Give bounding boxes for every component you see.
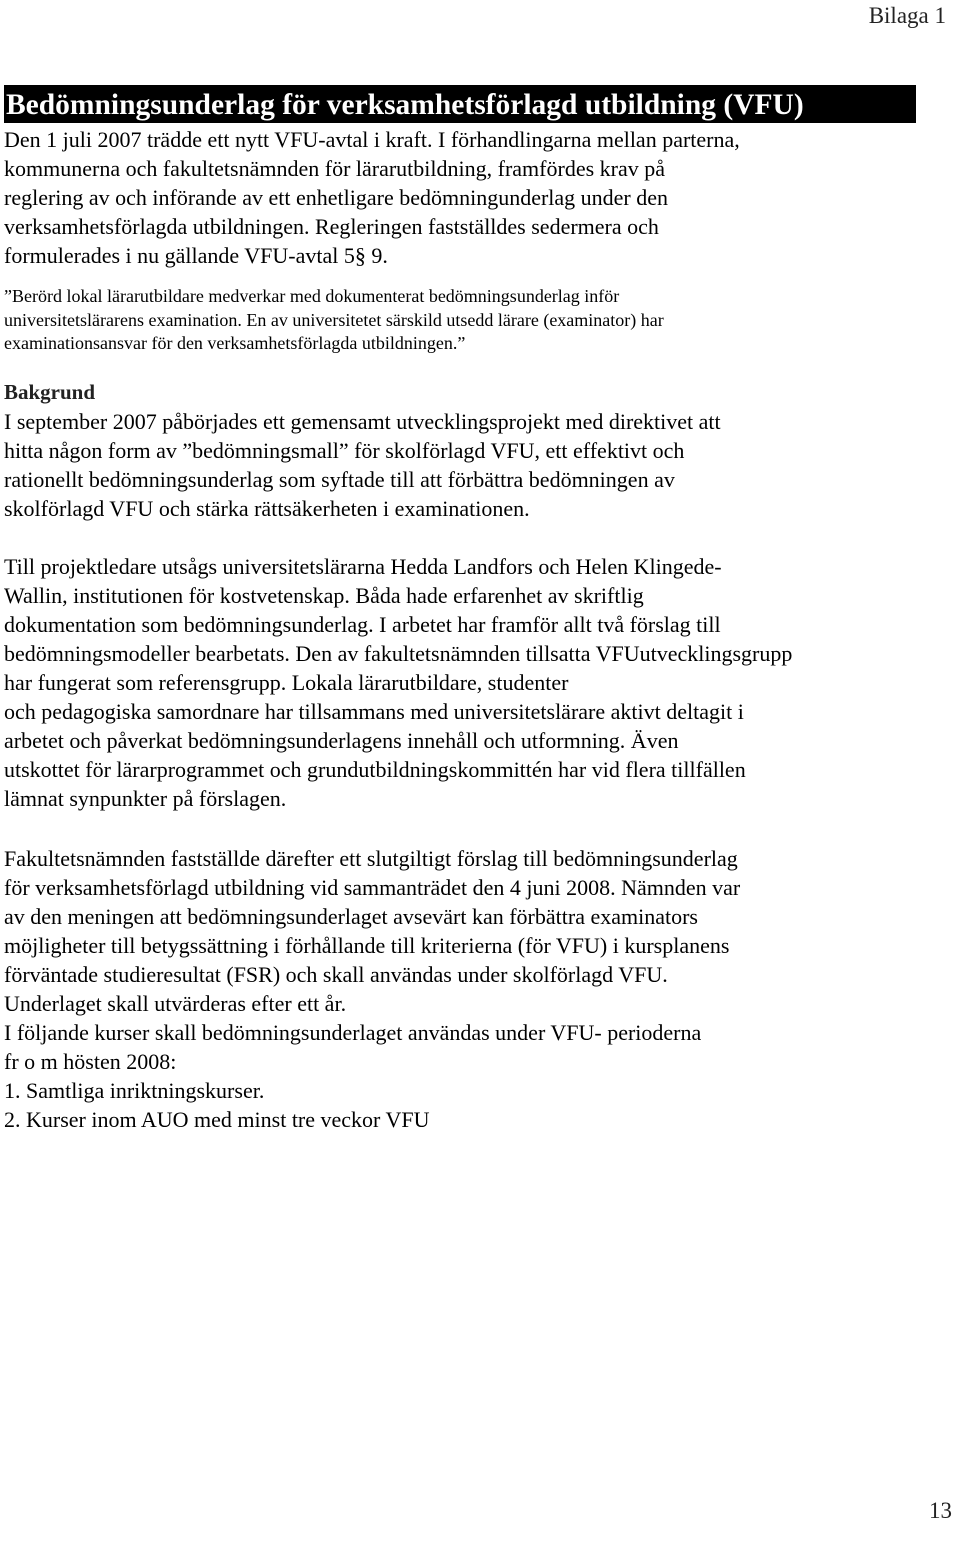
text-line: möjligheter till betygssättning i förhållande till kriterierna (för VFU) i kursplanens [4,932,730,958]
text-line: dokumentation som bedömningsunderlag. I arbetet har framför allt två förslag till [4,611,721,637]
list-item: 1. Samtliga inriktningskurser. [4,1077,265,1103]
text-line: utskottet för lärarprogrammet och grundutbildningskommittén har vid flera tillfällen [4,756,746,782]
text-line: rationellt bedömningsunderlag som syftade till att förbättra bedömningen av [4,466,675,492]
text-line: har fungerat som referensgrupp. Lokala lärarutbildare, studenter [4,669,569,695]
text-line: fr o m hösten 2008: [4,1048,177,1074]
text-line: Den 1 juli 2007 trädde ett nytt VFU-avtal i kraft. I förhandlingarna mellan parterna, [4,127,740,152]
text-line: kommunerna och fakultetsnämnden för lärarutbildning, framfördes krav på [4,156,665,181]
text-line: Fakultetsnämnden fastställde därefter ett slutgiltigt förslag till bedömningsunderlag [4,845,738,871]
agreement-quote [4,285,934,356]
text-line: lämnat synpunkter på förslagen. [4,785,287,811]
text-line: förväntade studieresultat (FSR) och skall användas under skolförlagd VFU. [4,961,668,987]
text-line: I följande kurser skall bedömningsunderlaget användas under VFU- perioderna [4,1019,702,1045]
text-line: I september 2007 påbörjades ett gemensamt utvecklingsprojekt med direktivet att [4,408,721,434]
text-line: Underlaget skall utvärderas efter ett år. [4,990,347,1016]
text-line: av den meningen att bedömningsunderlaget avsevärt kan förbättra examinators [4,903,698,929]
document-body [4,125,934,1134]
section-heading-bakgrund: Bakgrund [4,379,96,404]
text-line: skolförlagd VFU och stärka rättsäkerheten i examinationen. [4,495,530,521]
text-line: Till projektledare utsågs universitetslärarna Hedda Landfors och Helen Klingede- [4,553,722,579]
quote-line: universitetslärarens examination. En av universitetet särskild utsedd lärare (examinator) har [4,309,664,330]
text-line: för verksamhetsförlagd utbildning vid sammanträdet den 4 juni 2008. Nämnden var [4,874,741,900]
text-line: och pedagogiska samordnare har tillsammans med universitetslärare aktivt deltagit i [4,698,744,724]
text-line: formulerades i nu gällande VFU-avtal 5§ 9. [4,243,388,268]
text-line: arbetet och påverkat bedömningsunderlagens innehåll och utformning. Även [4,727,679,753]
intro-paragraph [4,125,934,270]
text-line: Wallin, institutionen för kostvetenskap. Båda hade erfarenhet av skriftlig [4,582,644,608]
page-number: 13 [929,1498,952,1523]
text-line: verksamhetsförlagda utbildningen. Regleringen fastställdes sedermera och [4,214,659,239]
background-paragraph-3 [4,844,934,1134]
attachment-label: Bilaga 1 [868,3,946,28]
document-title: Bedömningsunderlag för verksamhetsförlagd utbildning (VFU) [4,85,916,123]
list-item: 2. Kurser inom AUO med minst tre veckor VFU [4,1106,430,1132]
text-line: bedömningsmodeller bearbetats. Den av fakultetsnämnden tillsatta VFUutvecklingsgrupp [4,640,793,666]
text-line: hitta någon form av ”bedömningsmall” för skolförlagd VFU, ett effektivt och [4,437,685,463]
background-paragraph-2 [4,552,934,813]
quote-line: examinationsansvar för den verksamhetsförlagda utbildningen.” [4,333,466,353]
background-paragraph-1 [4,407,934,523]
text-line: reglering av och införande av ett enhetligare bedömningunderlag under den [4,185,669,210]
quote-line: ”Berörd lokal lärarutbildare medverkar med dokumenterat bedömningsunderlag inför [4,286,620,306]
